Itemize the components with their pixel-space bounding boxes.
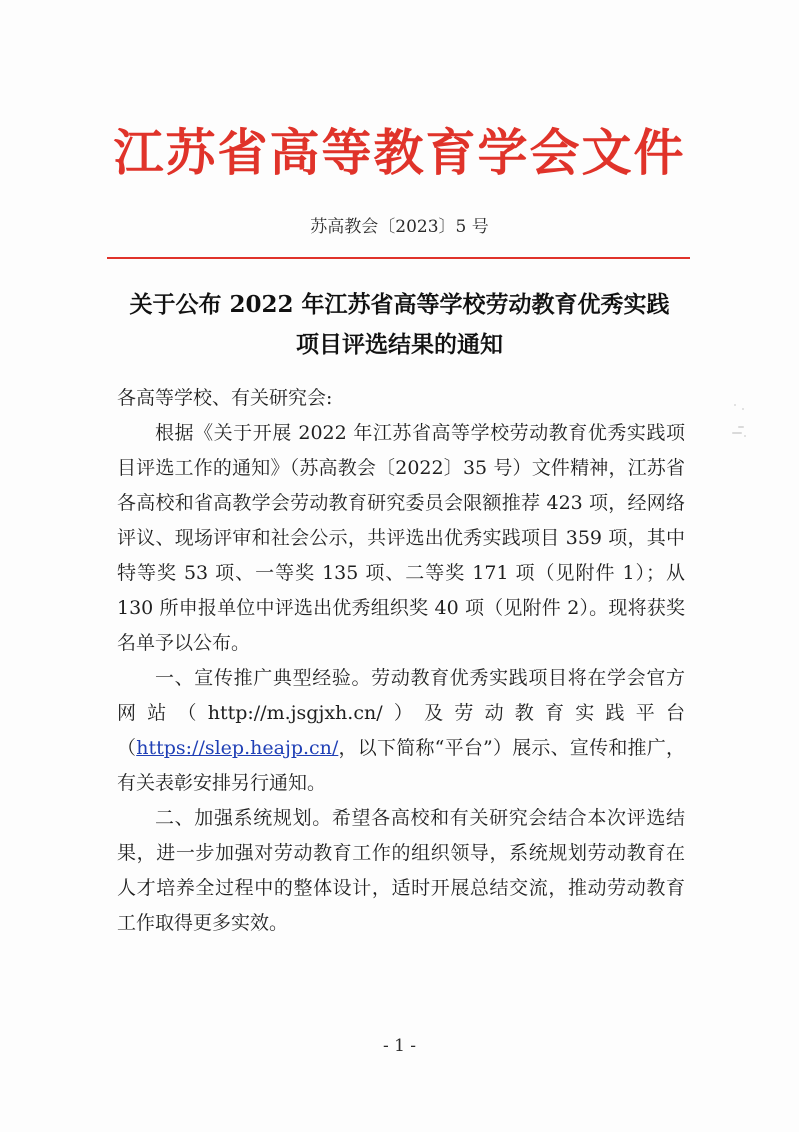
paragraph-intro: 根据《关于开展 2022 年江苏省高等学校劳动教育优秀实践项目评选工作的通知》（苏高教会〔2022〕35 号）文件精神，江苏省各高校和省高教学会劳动教育研究委员会限额推荐 423 项，经网络评议、现场评审和社会公示，共评选出优秀实践项目 359 项，其中特等奖 53 项、一等奖 135 项、二等奖 171 项（见附件 1）；从 130 所申报单位中评选出优秀组织奖 40 项（见附件 2）。现将获奖名单予以公布。 <box>117 422 685 654</box>
paragraph-planning: 二、加强系统规划。希望各高校和有关研究会结合本次评选结果，进一步加强对劳动教育工作的组织领导，系统规划劳动教育在人才培养全过程中的整体设计，适时开展总结交流，推动劳动教育工作取得更多实效。 <box>117 807 685 934</box>
issuer-header-title: 江苏省高等教育学会文件 <box>113 124 686 182</box>
notice-title-line-1: 关于公布 2022 年江苏省高等学校劳动教育优秀实践 <box>129 291 670 318</box>
notice-title-line-2: 项目评选结果的通知 <box>296 331 503 358</box>
platform-link[interactable]: https://slep.heajp.cn/ <box>136 737 339 759</box>
header-red-divider <box>107 257 690 259</box>
notice-title <box>0 285 799 365</box>
salutation: 各高等学校、有关研究会: <box>117 387 333 409</box>
document-number: 苏高教会〔2023〕5 号 <box>310 217 489 237</box>
paragraph-promotion <box>117 661 685 801</box>
scan-smudge-marks <box>730 402 752 442</box>
paragraph-promotion-text-end: ，以下简称“平台”）展示、宣传和推广，有关表彰安排另行通知。 <box>117 737 685 794</box>
paragraph-promotion-text-start: 一、宣传推广典型经验。劳动教育优秀实践项目将在学会官方网站（http://m.jsgjxh.cn/）及劳动教育实践平台（ <box>117 667 685 759</box>
notice-body <box>117 381 685 941</box>
page-number: - 1 - <box>382 1036 417 1056</box>
